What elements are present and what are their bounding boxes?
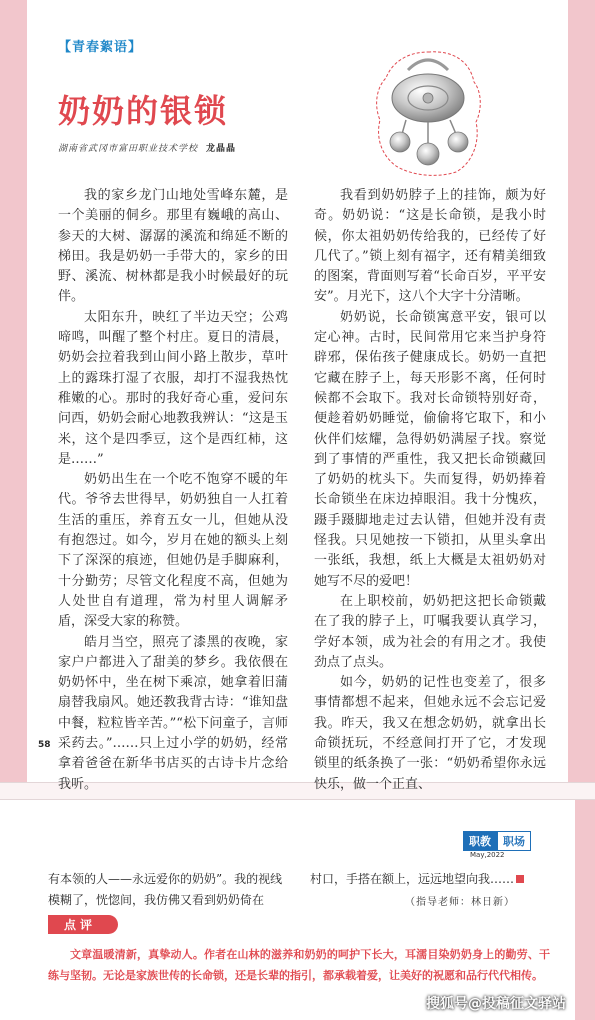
end-mark-icon: [516, 875, 524, 883]
magazine-name: 职教: [463, 831, 497, 851]
silver-lock-image: [372, 48, 484, 178]
byline-author: 龙晶晶: [206, 144, 237, 154]
byline-school: 湖南省武冈市富田职业技术学校: [58, 144, 199, 154]
review-label: 点评: [48, 915, 118, 934]
section-tag: 【青春絮语】: [58, 40, 143, 55]
paragraph: 皓月当空，照亮了漆黑的夜晚，家家户户都进入了甜美的梦乡。我依偎在奶奶怀中，坐在树下乘凉，她拿着旧蒲扇替我扇风。她还教我背古诗：“谁知盘中餐，粒粒皆辛苦。”“松下问童子，言师采药去。”……只上过小学的奶奶，经常拿着爸爸在新华书店买的古诗卡片念给我听。: [58, 634, 288, 792]
continuation-text-left: 有本领的人——永远爱你的奶奶”。我的视线模糊了，恍惚间，我仿佛又看到奶奶倚在: [48, 872, 283, 907]
magazine-subtitle: 职场: [497, 831, 531, 851]
issue-date: May,2022: [470, 851, 505, 859]
paragraph: 在上职校前，奶奶把这把长命锁戴在了我的脖子上，叮嘱我要认真学习，学好本领，成为社会的有用之才。我使劲点了点头。: [314, 593, 546, 670]
magazine-badge: [463, 831, 531, 851]
article-column-left: [58, 186, 288, 795]
left-decorative-stripe: [0, 0, 27, 782]
right-decorative-stripe-lower: [575, 800, 595, 1020]
article-title: 奶奶的银锁: [58, 92, 229, 130]
paragraph: 奶奶说，长命锁寓意平安，银可以定心神。古时，民间常用它来当护身符辟邪，保佑孩子健康成长。奶奶一直把它藏在脖子上，每天形影不离，任何时候都不会取下。我对长命锁特别好奇，便趁着奶奶睡觉，偷偷将它取下，和小伙伴们炫耀，急得奶奶满屋子找。察觉到了事情的严重性，我又把长命锁藏回了奶奶的枕头下。失而复得，奶奶捧着长命锁坐在床边掉眼泪。我十分愧疚，蹑手蹑脚地走过去认错，但她并没有责怪我。只见她按一下锁扣，从里头拿出一张纸，我想，纸上大概是太祖奶奶对她写不尽的爱吧！: [314, 309, 546, 589]
continuation-text-right: [310, 869, 540, 890]
article-column-right: [314, 186, 546, 795]
paragraph: 奶奶出生在一个吃不饱穿不暖的年代。爷爷去世得早，奶奶独自一人扛着生活的重压，养育五女一儿，但她从没有抱怨过。如今，岁月在她的额头上刻下了深深的痕迹，但她仍是手脚麻利，十分勤劳；尽管文化程度不高，但她为人处世自有道理，常为村里人调解矛盾，深受大家的称赞。: [58, 472, 288, 630]
instructor-credit: （指导老师：林日新）: [405, 897, 515, 908]
paragraph: 我的家乡龙门山地处雪峰东麓，是一个美丽的侗乡。那里有巍峨的高山、参天的大树、潺潺的溪流和绵延不断的梯田。我是奶奶一手带大的，家乡的田野、溪流、树林都是我小时候最好的玩伴。: [58, 188, 288, 305]
paragraph: 如今，奶奶的记性也变差了，很多事情都想不起来，但她永远不会忘记爱我。昨天，我又在想念奶奶，就拿出长命锁抚玩，不经意间打开了它，才发现锁里的纸条换了一张：“奶奶希望你永远快乐，做一个正直、: [314, 675, 546, 792]
continuation-text: 村口，手搭在额上，远远地望向我……: [310, 872, 515, 886]
watermark: 搜狐号@投稿征文驿站: [426, 996, 566, 1012]
byline: [58, 141, 236, 154]
right-decorative-stripe: [568, 0, 595, 782]
review-text: 文章温暖清新，真挚动人。作者在山林的滋养和奶奶的呵护下长大，耳濡目染奶奶身上的勤劳、干练与坚韧。无论是家族世传的长命锁，还是长辈的指引，都承载着爱，让美好的祝愿和品行代代相传。: [48, 948, 550, 982]
paragraph: 太阳东升，映红了半边天空；公鸡啼鸣，叫醒了整个村庄。夏日的清晨，奶奶会拉着我到山间小路上散步，草叶上的露珠打湿了衣服，却打不湿我热忱稚嫩的心。那时的我好奇心重，爱问东问西，奶奶会耐心地教我辨认：“这是玉米，这个是四季豆，这个是西红柿，这是……”: [58, 309, 288, 467]
page-number: 58: [38, 740, 51, 750]
paragraph: 我看到奶奶脖子上的挂饰，颇为好奇。奶奶说：“这是长命锁，是我小时候，你太祖奶奶传给我的，已经传了好几代了。”锁上刻有福字，还有精美细致的图案，背面则写着“长命百岁，平平安安”。月光下，这八个大字十分清晰。: [314, 188, 546, 305]
